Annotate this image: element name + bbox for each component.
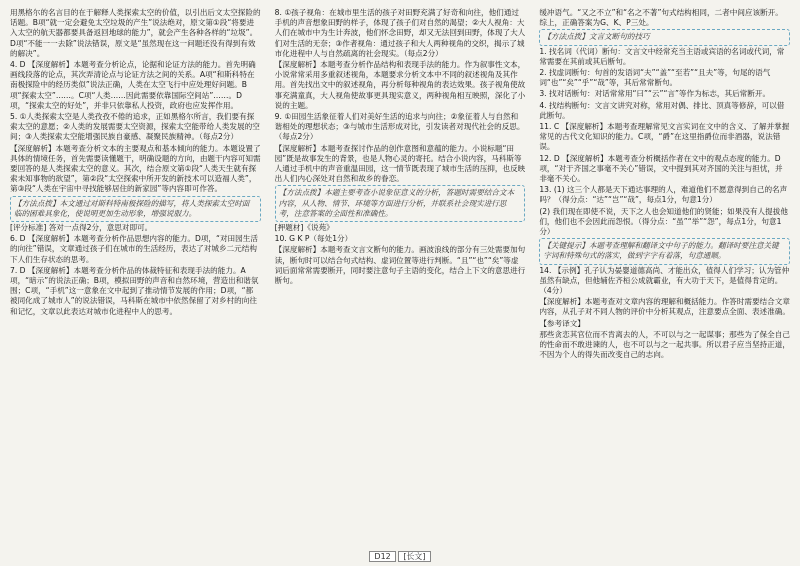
paragraph: 6. D 【深度解析】本题考查分析作品思想内容的能力。D项，“对田园生活的向往”错误，文章通过孩子们在城市的生活经历，表达了对城乡二元结构下人们生存状态的思考。	[10, 234, 258, 264]
paragraph: 那些贪恋其官位而不肯离去的人，不可以与之一起谋事；那些为了保全自己的性命而不敢进谏的人，也不可以与之一起共事。所以君子应当坚持正道，不因为个人的得失而改变自己的志向。	[539, 329, 790, 360]
paragraph: 用黑格尔的名言目的在于解释人类探索太空的价值，以引出后文太空探险的话题。B项“就一定会避免太空垃圾的产生”说法绝对，原文第①段“将要进入太空的航天器都要具备返回地球的能力”，就会产生各种各样的“垃圾”。D项“不能一一去除”说法错误，原文是“虽然现在这一问题还没有得到有效的解决”。	[10, 8, 261, 58]
paragraph: 10. G K P（每处1分）	[274, 234, 353, 244]
paragraph: 4. 找结构断句：文言文讲究对称，常用对偶、排比、顶真等修辞，可以借此断句。	[539, 100, 785, 120]
paragraph: (2) 我们现在即使不说，天下之人也会知道他们的贤能；如果没有人提拔他们，他们也不会因此而怨恨。（得分点：“虽”“举”“怨”，每点1分，句意1分）	[539, 206, 788, 237]
paragraph: 1. 找名词（代词）断句：文言文中经常充当主语或宾语的名词或代词，常常需要在其前或其后断句。	[539, 46, 785, 66]
paragraph: 14. 【示例】孔子认为晏婴道德高尚、才能出众，值得人们学习；认为管仲虽然有缺点，但他辅佐齐桓公成就霸业，有大功于天下，是值得肯定的。（4分）	[539, 265, 790, 296]
paragraph: 11. C 【深度解析】本题考查理解常见文言实词在文中的含义、了解并掌握常见的古代文化知识的能力。C项，“爵”在这里指爵位而非酒器，说法错误。	[539, 122, 790, 152]
paragraph: 【方法点拨】文言文断句的技巧	[539, 29, 790, 45]
paragraph: 【深度解析】本题考查文言文断句的能力。画波浪线的部分有三处需要加句读，断句时可以结合句式结构、虚词位置等进行判断。“且”“也”“矣”等虚词后面常常需要断开，同时要注意句子主语的变化，结合上下文的意思进行断句。	[274, 245, 526, 286]
paragraph: 9. ①田园生活象征着人们对美好生活的追求与向往；②象征着人与自然和谐相处的理想状态；③与城市生活形成对比，引发读者对现代社会的反思。（每点2分）	[274, 112, 525, 142]
paragraph: 【深度解析】本题考查对文章内容的理解和概括能力。作答时需要结合文章内容，从孔子对不同人物的评价中分析其观点，注意要点全面、表述准确。	[539, 297, 790, 317]
three-column-layout	[10, 8, 790, 548]
page-tag: [长文]	[398, 551, 430, 562]
paragraph: 8. ①孩子视角：在城市里生活的孩子对田野充满了好奇和向往，他们通过手机的声音想象田野的样子，体现了孩子们对自然的渴望；②大人视角：大人们在城市中为生计奔波，他们怀念田野，却又无法回到田野，体现了大人们对生活的无奈；③作者视角：通过孩子和大人两种视角的交织，揭示了城市化进程中人与自然疏离的社会现实。（每点2分）	[274, 8, 526, 58]
paragraph: [评分标准] 答对一点得2分，意思对即可。	[10, 223, 153, 233]
page-footer	[0, 551, 800, 562]
paragraph: 3. 找对话断句：对话常常用“曰”“云”“言”等作为标志，其后常断开。	[539, 89, 771, 99]
paragraph: 【深度解析】本题考查探讨作品的创作意图和意蕴的能力。小说标题“田园”既是故事发生的背景，也是人物心灵的寄托。结合小说内容，马科斯等人通过手机中的声音重温田园，这一情节既表现了城市生活的压抑，也反映出人们内心深处对自然和故乡的眷恋。	[274, 143, 526, 184]
paragraph: 7. D 【深度解析】本题考查分析作品的体裁特征和表现手法的能力。A项，“暗示”的说法正确；B项，模拟田野的声音和自然环境，营造出和谐氛围；C项，“手机”这一意象在文中起到了推动情节发展的作用；D项，“都被同化成了城市人”的说法错误，马科斯在城市中依然保留了对乡村的向往和记忆，文章以此表达对城市化进程中人的思考。	[10, 265, 259, 316]
paragraph: 13. (1) 这三个人都是天下通达事理的人，难道他们不愿意得到自己的名声吗？（得分点：“达”“岂”“哉”，每点1分，句意1分）	[539, 185, 788, 205]
paragraph: 【深度解析】本题考查分析文本的主要观点和基本倾向的能力。本题设置了具体的情境任务，首先需要读懂题干，明确设题的方向，由题干内容可知需要回答的是人类探索太空的意义。其次，结合原文第①段“人类天生就有探索未知事物的欲望”，第②段“太空探索中所开发的新技术可以造福人类”，第③段“人类在宇宙中寻找能够居住的新家园”等内容即可作答。	[10, 143, 261, 194]
column-middle	[275, 8, 526, 548]
paragraph: 【深度解析】本题考查分析作品结构和表现手法的能力。作为叙事性文本，小说常常采用多重叙述视角，本题要求分析文本中不同的叙述视角及其作用。首先找出文中的叙述视角，再分析每种视角的表达效果。孩子视角使故事充满童真，大人视角使故事更具现实意义，两种视角相互映照，深化了小说的主题。	[274, 60, 526, 110]
paragraph: 2. 找虚词断句：句首的发语词“夫”“盖”“至若”“且夫”等，句尾的语气词“也”“矣”“乎”“哉”等，其后常常断句。	[539, 68, 771, 88]
column-left	[10, 8, 261, 548]
paragraph: [押题材]《说苑》	[274, 223, 334, 233]
paragraph: 12. D 【深度解析】本题考查分析概括作者在文中的观点态度的能力。D项，“对于齐国之事毫不关心”错误，文中提到其对齐国的关注与担忧，并非毫不关心。	[539, 153, 783, 184]
paragraph: 4. D 【深度解析】本题考查分析论点，论据和论证方法的能力。首先明确画线段落的论点，其次弄清论点与论证方法之间的关系。A项“和斯科特在南极探险中的经历类似”说法正确，人类在太空飞行中应处理好问题。B项“探索太空”……。C项“人类……因此需要依靠国际空间站”……。D项，“探索太空的好处”，并非只依靠私人投资，政府也应发挥作用。	[10, 60, 256, 110]
paragraph: 缓冲语气。“又之不立”和“名之不著”句式结构相同，二者中间应该断开。综上，正确答案为G、K、P三处。	[539, 8, 783, 28]
paragraph: 【关键提示】本题考查理解和翻译文中句子的能力。翻译时要注意关键字词和特殊句式的落实，做到字字有着落，句意通顺。	[539, 238, 790, 264]
paragraph: 【方法点拨】本文通过对斯科特南极探险的描写，将人类探索太空时面临的困难具象化，使说明更加生动形象，增强说服力。	[10, 196, 261, 222]
paragraph: 【方法点拨】本题主要考查小说象征意义的分析，答题时需要结合文本内容，从人物、情节、环境等方面进行分析，并联系社会现实进行思考，注意答案的全面性和准确性。	[275, 185, 526, 222]
column-right	[539, 8, 790, 548]
paragraph: 【参考译文】	[539, 318, 585, 328]
paragraph: 5. ①人类探索太空是人类孜孜不倦的追求，正如黑格尔所言，我们要有探索太空的意愿；②人类的发展需要太空资源，探索太空能带给人类发展的空间；③人类探索太空能增强民族自豪感、凝聚民族精神。（每点2分）	[10, 112, 260, 142]
page-number: D12	[369, 551, 395, 562]
